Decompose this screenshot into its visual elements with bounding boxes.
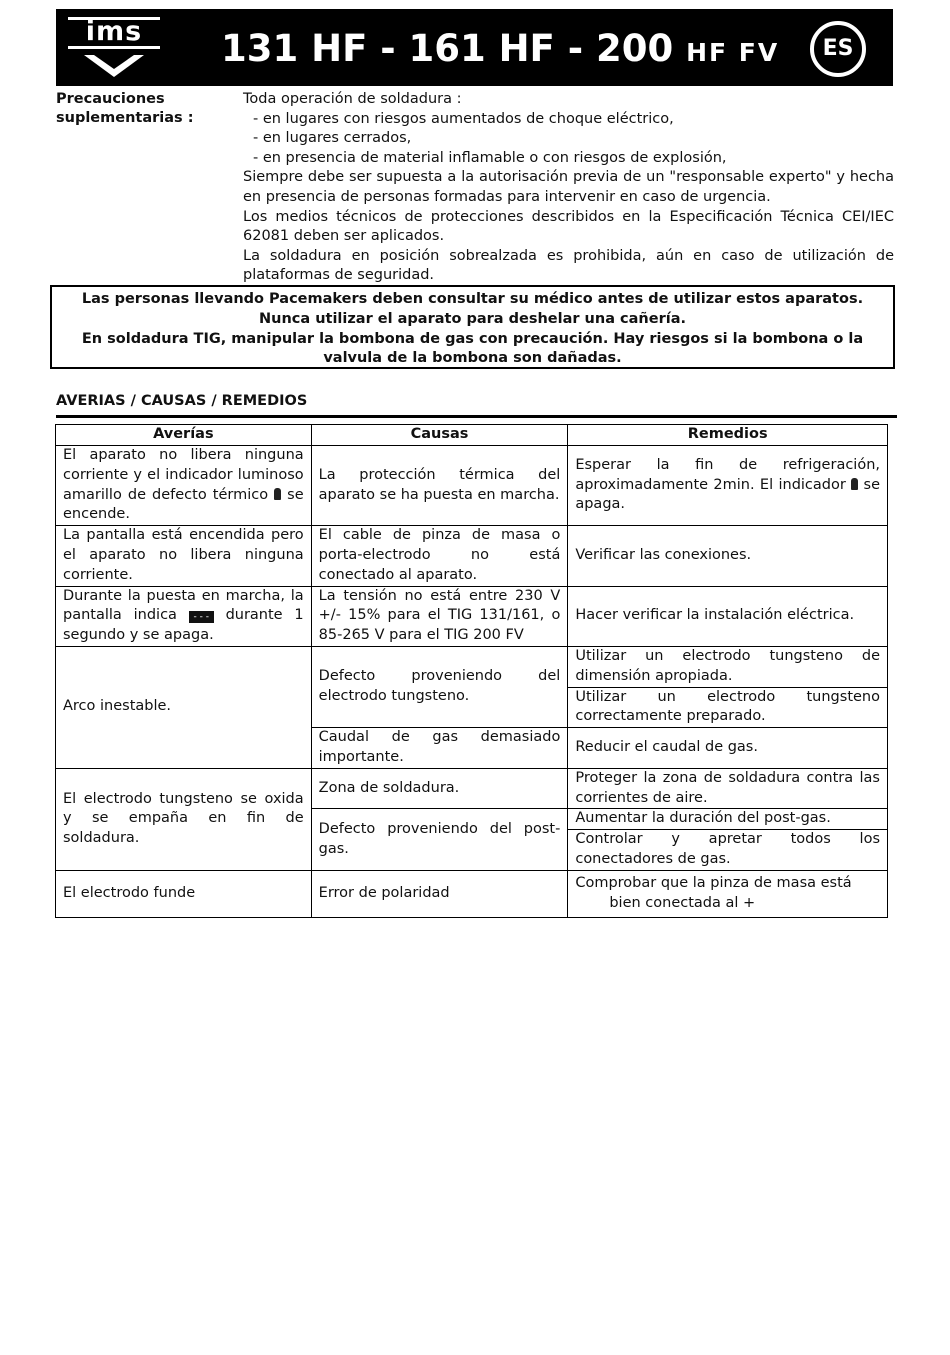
logo-text: ims xyxy=(68,17,160,49)
remedio-cell: Controlar y apretar todos los conectadores de gas. xyxy=(568,830,888,871)
column-header-averias: Averías xyxy=(56,425,312,446)
table-row xyxy=(56,586,888,646)
averia-cell xyxy=(56,446,312,526)
precautions-item: - en presencia de material inflamable o con riesgos de explosión, xyxy=(253,149,727,166)
remedio-cell: Proteger la zona de soldadura contra las corrientes de aire. xyxy=(568,768,888,809)
table-row xyxy=(56,526,888,586)
precautions-paragraph: Siempre debe ser supuesta a la autorisación previa de un "responsable experto" y hecha en presencia de personas formadas para intervenir en caso de urgencia. xyxy=(243,169,894,205)
warning-line: Nunca utilizar el aparato para deshelar una cañería. xyxy=(258,310,686,327)
averia-text: El aparato no libera ninguna corriente y el indicador luminoso amarillo de defecto térmico xyxy=(63,447,304,503)
causa-cell: La tensión no está entre 230 V +/- 15% para el TIG 131/161, o 85-265 V para el TIG 200 FV xyxy=(311,586,568,646)
table-row xyxy=(56,646,888,687)
averia-cell: El electrodo funde xyxy=(56,870,312,917)
ims-logo xyxy=(64,17,164,79)
document-title xyxy=(221,26,779,72)
precautions-item: - en lugares cerrados, xyxy=(253,130,412,147)
causa-cell: Zona de soldadura. xyxy=(311,768,568,809)
causa-cell: El cable de pinza de masa o porta-electrodo no está conectado al aparato. xyxy=(311,526,568,586)
table-row xyxy=(56,446,888,526)
precautions-paragraph: La soldadura en posición sobrealzada es prohibida, aún en caso de utilización de plataformas de seguridad. xyxy=(243,247,894,284)
table-row xyxy=(56,768,888,809)
remedio-cell: Reducir el caudal de gas. xyxy=(568,728,888,769)
remedio-cell xyxy=(568,446,888,526)
causa-cell: Error de polaridad xyxy=(311,870,568,917)
remedio-text: Comprobar que la pinza de masa está xyxy=(575,874,852,891)
remedio-text: bien conectada al + xyxy=(609,894,756,911)
precautions-label xyxy=(56,90,236,128)
column-header-causas: Causas xyxy=(311,425,568,446)
precautions-body xyxy=(243,90,894,286)
causa-cell: Defecto proveniendo del post-gas. xyxy=(311,809,568,870)
warning-box xyxy=(50,285,895,369)
table-header-row xyxy=(56,425,888,446)
remedio-text: se apaga. xyxy=(575,476,881,513)
remedio-text: Esperar la fin de refrigeración, aproximadamente 2min. El indicador xyxy=(575,456,880,493)
precautions-intro: Toda operación de soldadura : xyxy=(243,91,462,107)
title-main: 131 HF - 161 HF - 200 xyxy=(221,27,674,70)
remedio-cell: Aumentar la duración del post-gas. xyxy=(568,809,888,830)
remedio-cell xyxy=(568,870,888,917)
averia-text: Durante la puesta en marcha, la pantalla indica xyxy=(63,587,304,624)
averia-text: se encende. xyxy=(63,486,304,523)
causa-cell: Defecto proveniendo del electrodo tungsteno. xyxy=(311,646,568,727)
averia-cell: Arco inestable. xyxy=(56,646,312,768)
precautions-item: - en lugares con riesgos aumentados de choque eléctrico, xyxy=(253,110,674,127)
averia-cell: La pantalla está encendida pero el aparato no libera ninguna corriente. xyxy=(56,526,312,586)
remedio-cell: Verificar las conexiones. xyxy=(568,526,888,586)
averia-cell xyxy=(56,586,312,646)
precautions-paragraph: Los medios técnicos de protecciones describidos en la Especificación Técnica CEI/IEC 62081 deben ser aplicados. xyxy=(243,208,894,245)
display-dashes-icon: - - - xyxy=(189,611,214,623)
precautions-label-line2: suplementarias : xyxy=(56,110,194,126)
remedio-cell: Utilizar un electrodo tungsteno de dimensión apropiada. xyxy=(568,646,888,687)
remedio-cell: Hacer verificar la instalación eléctrica. xyxy=(568,586,888,646)
remedio-cell: Utilizar un electrodo tungsteno correctamente preparado. xyxy=(568,687,888,728)
averia-cell: El electrodo tungsteno se oxida y se empaña en fin de soldadura. xyxy=(56,768,312,870)
warning-line: Las personas llevando Pacemakers deben consultar su médico antes de utilizar estos aparatos. xyxy=(81,291,864,307)
troubleshooting-table xyxy=(55,424,888,918)
causa-cell: La protección térmica del aparato se ha puesta en marcha. xyxy=(311,446,568,526)
warning-line: En soldadura TIG, manipular la bombona de gas con precaución. Hay riesgos si la bombona o la valvula de la bombona son dañadas. xyxy=(81,330,864,367)
causa-cell: Caudal de gas demasiado importante. xyxy=(311,728,568,769)
title-suffix: HF FV xyxy=(686,38,780,67)
column-header-remedios: Remedios xyxy=(568,425,888,446)
table-row xyxy=(56,870,888,917)
averia-text: durante 1 segundo y se apaga. xyxy=(63,607,304,644)
document-header xyxy=(56,9,893,86)
section-divider xyxy=(56,415,897,418)
precautions-label-line1: Precauciones xyxy=(56,91,165,107)
section-title: AVERIAS / CAUSAS / REMEDIOS xyxy=(56,393,308,409)
language-badge: ES xyxy=(810,21,866,77)
logo-chevron-icon xyxy=(84,55,144,77)
